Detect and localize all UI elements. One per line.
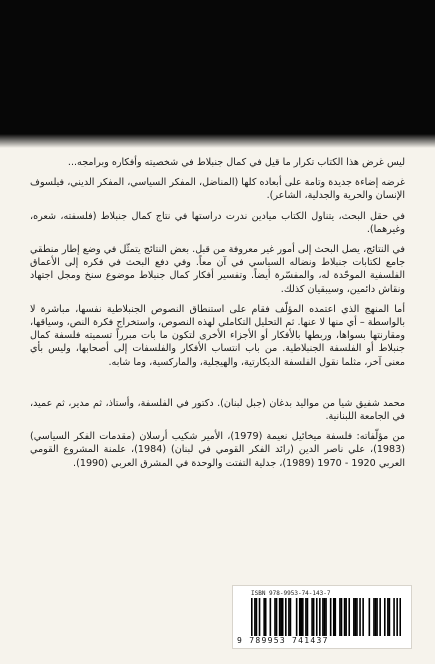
author-bio: محمد شفيق شيا من مواليد بدغان (جبل لبنان). دكتور في الفلسفة، وأستاذ، ثم مدير، ثم عميد، في الجامعة اللبنانية. bbox=[30, 397, 405, 423]
band-fade bbox=[0, 134, 435, 148]
top-black-band bbox=[0, 0, 435, 148]
paragraph-method: أما المنهج الذي اعتمده المؤلّف فقام على استنطاق النصوص الجنبلاطية نفسها، مباشرة لا بالواسطة – أي منها لا عنها. ثم التحليل التكاملي لهذه النصوص، واستخراج فكرة النص، وسياقها، ومقارنتها بسواها، وربطها بالأفكار أو الأجزاء الأخرى لتكون ما بات مبرراً تسميته فلسفة كمال جنبلاط أو الفلسفة الجنبلاطية. من باب انتساب الأفكار والفلسفات إلى أصحابها، وليس بأي معنى آخر، مثلما نقول الفلسفة الديكارتية، والهيجلية، والماركسية، وما شابه. bbox=[30, 303, 405, 368]
paragraph-intro: ليس غرض هذا الكتاب تكرار ما قيل في كمال جنبلاط في شخصيته وأفكاره وبرامجه... bbox=[67, 157, 405, 168]
isbn-barcode-box bbox=[232, 585, 412, 649]
isbn-label: ISBN 978-9953-74-143-7 bbox=[251, 590, 331, 597]
blurb-text bbox=[30, 156, 405, 477]
paragraph-results: في النتائج، يصل البحث إلى أمور غير معروفة من قبل. بعض النتائج يتمثّل في وضع إطار منطقي جامع لكتابات جنبلاط ونضاله السياسي في آن معاً. وفي دفع البحث في فكره إلى الأعماق الفلسفية الموحّدة له، والمفسّرة أيضاً. وتفسير أفكار كمال جنبلاط موضوع سنخ ومجل اجتهاد ونقاش دائمين، وسيبقيان كذلك. bbox=[30, 244, 405, 295]
paragraph-aim: غرضه إضاءة جديدة وتامة على أبعاده كلها (المناضل، المفكر السياسي، المفكر الديني، فيلسوف الإنسان والحرية والجدلية، الشاعر). bbox=[30, 177, 405, 202]
author-works: من مؤلّفاته: فلسفة ميخائيل نعيمة (1979)، الأمير شكيب أرسلان (مقدمات الفكر السياسي) (1983)، علي ناصر الدين (رائد الفكر القومي في لبنان) (1984)، علمنة المشروع القومي العربي 1920 - 1970 (1989)، جدلية التفتت والوحدة في المشرق العربي (1990). bbox=[30, 431, 405, 469]
paragraph-field: في حقل البحث، يتناول الكتاب ميادين ندرت دراستها في نتاج كمال جنبلاط (فلسفته، شعره، وغيرهما). bbox=[30, 210, 405, 235]
isbn-digits: 9 789953 741437 bbox=[237, 636, 329, 645]
barcode-icon bbox=[251, 598, 401, 636]
